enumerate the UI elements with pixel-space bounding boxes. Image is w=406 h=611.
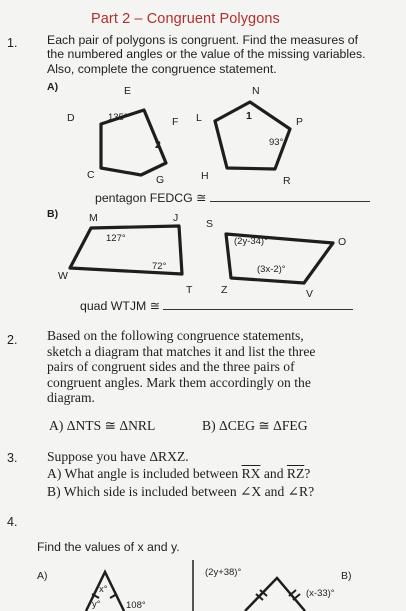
segment-rx: $\overline{RX}$	[241, 466, 261, 481]
problem-3-question-b	[47, 484, 314, 500]
vertex-e: E	[124, 85, 132, 97]
problem-2-option-a: A) ΔNTS ≅ ΔNRL	[49, 418, 156, 433]
vertex-c: C	[87, 169, 95, 181]
part-1b-label: B)	[47, 208, 59, 220]
triangle-4b	[245, 578, 305, 611]
angle-x: x°	[99, 584, 108, 595]
angle-108: 108°	[126, 600, 146, 611]
angle-y: y°	[92, 599, 101, 610]
vertex-s: S	[206, 218, 214, 230]
problem-2-option-b: B) ΔCEG ≅ ΔFEG	[202, 418, 308, 433]
question-text: and	[263, 466, 284, 481]
page-title: Part 2 – Congruent Polygons	[91, 11, 280, 27]
question-mark: ?	[304, 466, 311, 481]
problem-2-text	[47, 328, 402, 406]
vertex-w: W	[58, 270, 68, 282]
problem-4-number: 4.	[7, 515, 18, 529]
instruction-line: Each pair of polygons is congruent. Find the measures of	[47, 33, 359, 47]
congruence-statement-b	[80, 299, 353, 313]
part-4a-label: A)	[37, 570, 48, 582]
instruction-line: the numbered angles or the value of the missing variables.	[47, 47, 366, 62]
vertex-f: F	[172, 116, 179, 128]
problem-line: Based on the following congruence statements,	[47, 328, 304, 343]
angle-93: 93°	[269, 137, 284, 148]
statement-text: quad WTJM ≅	[80, 299, 161, 313]
angle-2: 2	[155, 139, 161, 151]
problem-3-question-a	[47, 466, 310, 482]
question-label: B)	[47, 484, 61, 499]
problem-3-intro: Suppose you have ΔRXZ.	[47, 449, 189, 464]
part-1a-label: A)	[47, 81, 59, 93]
vertex-g: G	[156, 174, 165, 186]
segment-rz: $\overline{RZ}$	[286, 466, 305, 481]
part-4b-label: B)	[341, 570, 352, 582]
problem-1-number: 1.	[7, 36, 18, 50]
vertex-d: D	[67, 112, 75, 124]
expr-2y-34: (2y-34)°	[234, 236, 268, 247]
angle-135: 135°	[108, 112, 128, 123]
problem-4-intro: Find the values of x and y.	[37, 540, 180, 554]
answer-blank[interactable]	[210, 191, 370, 202]
angle-1: 1	[246, 110, 252, 122]
expr-x-33: (x-33)°	[306, 588, 335, 599]
answer-blank[interactable]	[163, 299, 353, 310]
vertex-p: P	[296, 116, 304, 128]
vertex-v: V	[306, 288, 314, 300]
problem-2-number: 2.	[7, 333, 18, 347]
statement-text: pentagon FEDCG ≅	[95, 191, 207, 205]
problem-line: congruent angles. Mark them accordingly on the	[47, 374, 311, 390]
vertex-j: J	[173, 212, 179, 224]
vertex-z: Z	[221, 284, 228, 296]
angle-127: 127°	[106, 233, 126, 244]
vertex-o: O	[338, 236, 347, 248]
question-text: Which side is included between ∠X and ∠R?	[63, 484, 315, 499]
angle-72: 72°	[152, 261, 167, 272]
question-label: A)	[47, 466, 62, 481]
vertex-m: M	[89, 212, 98, 224]
vertex-h: H	[201, 170, 209, 182]
expr-2y-38: (2y+38)°	[205, 567, 242, 578]
vertex-t: T	[186, 284, 193, 296]
problem-line: sketch a diagram that matches it and list the three	[47, 343, 316, 359]
vertex-n: N	[252, 85, 260, 97]
problem-line: diagram.	[47, 390, 95, 406]
vertex-r: R	[283, 175, 291, 187]
problem-3-number: 3.	[7, 451, 18, 465]
vertex-l: L	[196, 112, 202, 124]
pentagon-lnprh	[215, 102, 290, 169]
instruction-line: Also, complete the congruence statement.	[47, 61, 277, 76]
congruence-statement-a	[95, 191, 370, 205]
question-text: What angle is included between	[64, 466, 239, 481]
problem-line: pairs of congruent sides and the three pairs of	[47, 359, 295, 375]
expr-3x-2: (3x-2)°	[257, 264, 286, 275]
